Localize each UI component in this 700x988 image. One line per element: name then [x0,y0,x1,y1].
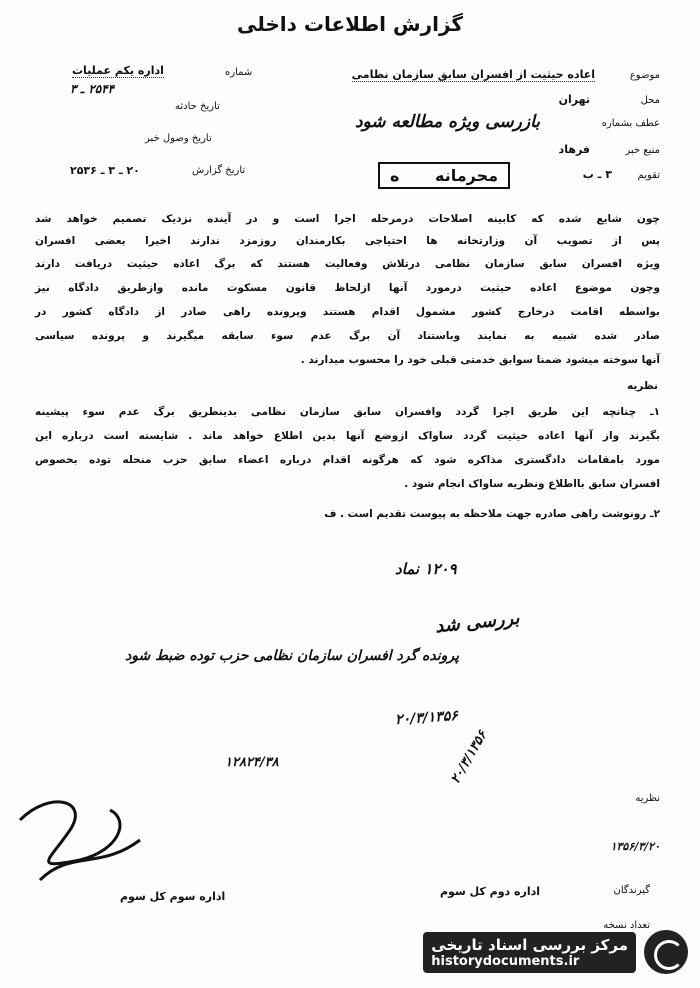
stamp-letter: ه [389,166,400,185]
review-label-footer: نظریه [635,793,660,804]
event-date-label: تاریخ حادثه [175,101,220,112]
subject-value: اعاده حیثیت از افسران سابق سازمان نظامی [351,68,595,81]
signature-1: ۱۲۰۹ نماد [395,560,457,578]
receiver-2: اداره سوم کل سوم [120,890,226,903]
handwritten-note: بازرسی ویژه مطالعه شود [354,112,540,132]
body-line: وچون موضوع اعاده حیثیت درمورد آنها ازلحاظ قانون مسکوت مانده وازطریق دادگاه نیز [35,282,660,294]
review-heading: نظریه [626,380,658,392]
stamp-text: محرمانه [434,166,498,185]
subject-label: موضوع [629,70,660,81]
watermark-url: historydocuments.ir [431,953,580,969]
copies-label: تعداد نسخه [603,920,650,931]
document-title: گزارش اطلاعات داخلی [236,12,464,36]
signature-4: ۱۲۸۲۴/۳۸ [225,755,279,770]
number-value: اداره یکم عملیات [72,64,164,77]
report-date-label: تاریخ گزارش [192,165,246,176]
place-label: محل [640,95,660,106]
watermark [423,930,688,974]
source-label: منبع خبر [625,145,660,156]
body-line: پس از تصویب آن وزارتخانه ها احتیاجی بکارمندان روزمزد ندارند اخیرا بعضی افسران [35,235,660,247]
source-value: فرهاد [558,143,590,156]
body-line: ویژه افسران سابق سازمان نظامی درتلاش وفعالیت هستند که برگ اعاده حیثیت دریافت دارند [35,258,660,270]
review-item: ۱ـ چنانچه این طریق اجرا گردد وافسران سابق سازمان نظامی بدینطریق برگ عدم سوء پیشینه [35,406,660,418]
number-label: شماره [225,67,253,78]
confidential-stamp [378,162,510,189]
review-item: مورد بامقامات دادگستری مذاکره شود که هرگونه اقدام درباره اعضاء سابق حزب منحله توده بخصوص [35,454,660,466]
ref-label: عطف بشماره [601,118,660,129]
receiver-1: اداره دوم کل سوم [440,885,541,898]
handwritten-instruction: پرونده گرد افسران سازمان نظامی حزب توده ضبط شود [125,648,460,664]
signature-5: ۲۰/۳/۱۳۵۶ [448,728,491,787]
archive-logo-icon [644,930,688,974]
number-sub: ۲۵۴۴ ـ ۳ [70,82,115,96]
large-signature-icon [10,780,150,890]
body-line: آنها سوخته میشود ضمنا سوابق خدمتی قبلی خود را محسوب میدارند . [300,354,660,366]
receipt-date-label: تاریخ وصول خبر [145,133,212,144]
grade-label: تقویم [637,170,660,181]
review-item: افسران سابق بااطلاع ونظریه ساواک انجام شود . [404,478,660,490]
watermark-text [423,932,636,973]
signature-3: ۲۰/۳/۱۳۵۶ [394,707,459,729]
body-line: چون شایع شده که کابینه اصلاحات درمرحله اجرا است و در آینده نزدیک تصمیم خواهد شد [35,213,660,225]
receivers-label: گیرندگان [613,885,650,896]
review-item: بگیرند واز آنها اعاده حیثیت گردد ساواک ازوضع آنها بدین اطلاع خواهد ماند . شایسته است درباره این [35,430,660,442]
review-item: ۲ـ رونوشت راهی صادره جهت ملاحظه به پیوست تقدیم است . ف [324,508,660,520]
grade-value: ۳ ـ ب [582,168,612,181]
report-date-value: ۲۰ ـ ۳ ـ ۲۵۳۶ [70,164,140,177]
corner-date: ۱۳۵۶/۳/۲۰ [610,840,660,853]
body-line: صادر شده شبیه به نمایند وباستناد آن برگ عدم سوء سابقه میگیرند و پرونده سیاسی [35,330,660,342]
place-value: تهران [558,93,590,106]
signature-2: بررسی شد [434,607,521,638]
watermark-fa: مرکز بررسی اسناد تاریخی [431,935,628,954]
body-line: بواسطه اقامت درخارج کشور مشمول اقدام هستند وپرونده راهی صادر از دادگاه کشور در [35,306,660,318]
